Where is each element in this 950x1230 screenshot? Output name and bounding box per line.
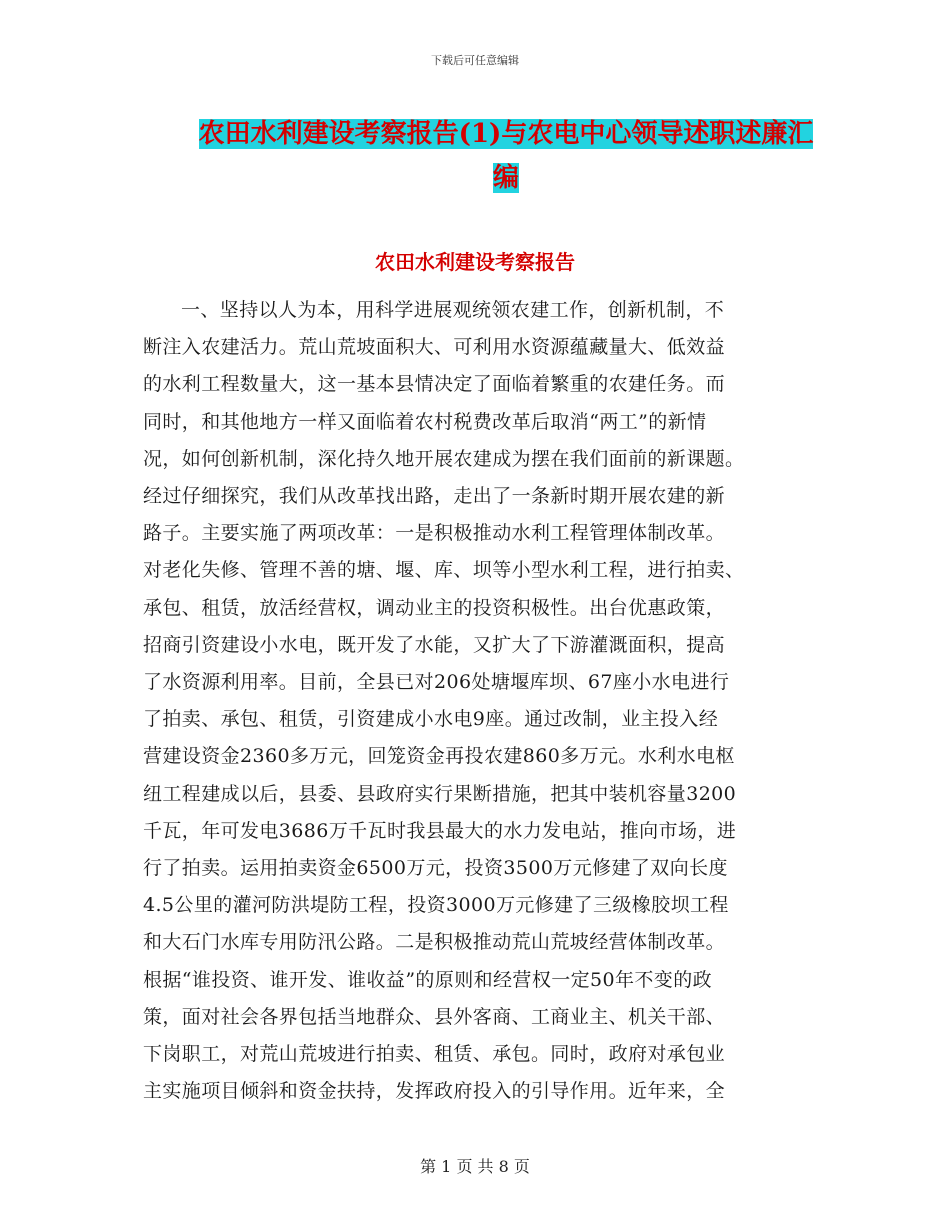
title-line-1: 农田水利建设考察报告(1)与农电中心领导述职述廉汇	[198, 119, 814, 149]
body-line: 千瓦，年可发电3686万千瓦时我县最大的水力发电站，推向市场，进	[143, 819, 737, 842]
body-line: 纽工程建成以后，县委、县政府实行果断措施，把其中装机容量3200	[143, 782, 737, 805]
body-line: 策，面对社会各界包括当地群众、县外客商、工商业主、机关干部、	[143, 1005, 726, 1028]
body-line: 营建设资金2360多万元，回笼资金再投农建860多万元。水利水电枢	[143, 745, 735, 768]
body-line: 和大石门水库专用防汛公路。二是积极推动荒山荒坡经营体制改革。	[143, 931, 726, 954]
body-line: 主实施项目倾斜和资金扶持，发挥政府投入的引导作用。近年来，全	[143, 1080, 726, 1103]
body-line: 招商引资建设小水电，既开发了水能，又扩大了下游灌溉面积，提高	[143, 633, 726, 656]
body-line: 断注入农建活力。荒山荒坡面积大、可利用水资源蕴藏量大、低效益	[143, 336, 726, 359]
body-line: 根据“谁投资、谁开发、谁收益”的原则和经营权一定50年不变的政	[143, 968, 713, 991]
body-line: 同时，和其他地方一样又面临着农村税费改革后取消“两工”的新情	[143, 410, 707, 433]
page-footer: 第 1 页 共 8 页	[420, 1157, 530, 1176]
body-line: 下岗职工，对荒山荒坡进行拍卖、租赁、承包。同时，政府对承包业	[143, 1043, 726, 1066]
body-line: 了水资源利用率。目前，全县已对206处塘堰库坝、67座小水电进行	[143, 671, 730, 694]
body-line: 路子。主要实施了两项改革：一是积极推动水利工程管理体制改革。	[143, 522, 726, 545]
body-line: 况，如何创新机制，深化持久地开展农建成为摆在我们面前的新课题。	[143, 447, 745, 470]
body-line: 经过仔细探究，我们从改革找出路，走出了一条新时期开展农建的新	[143, 485, 726, 508]
body-line: 承包、租赁，放活经营权，调动业主的投资积极性。出台优惠政策，	[143, 596, 726, 619]
body-line: 行了拍卖。运用拍卖资金6500万元，投资3500万元修建了双向长度	[143, 857, 728, 880]
header-note: 下载后可任意编辑	[431, 54, 519, 67]
body-line: 了拍卖、承包、租赁，引资建成小水电9座。通过改制，业主投入经	[143, 708, 719, 731]
body-line: 4.5公里的灌河防洪堤防工程，投资3000万元修建了三级橡胶坝工程	[143, 894, 729, 917]
body-paragraph	[143, 292, 803, 1110]
body-line: 的水利工程数量大，这一基本县情决定了面临着繁重的农建任务。而	[143, 373, 726, 396]
section-title: 农田水利建设考察报告	[375, 250, 575, 274]
document-title	[186, 112, 826, 200]
title-line-2: 编	[492, 163, 519, 193]
body-line: 对老化失修、管理不善的塘、堰、库、坝等小型水利工程，进行拍卖、	[143, 559, 745, 582]
body-line: 一、坚持以人为本，用科学进展观统领农建工作，创新机制，不	[181, 299, 725, 321]
